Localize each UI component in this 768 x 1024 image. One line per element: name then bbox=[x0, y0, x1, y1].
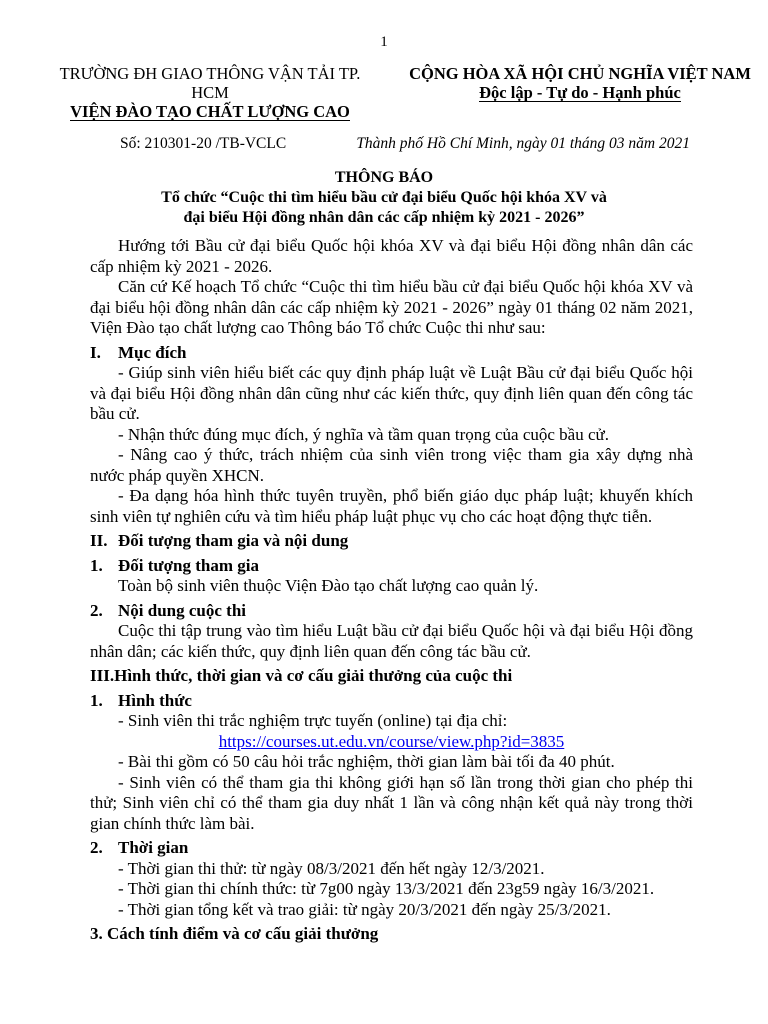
subsection-heading: 1. Hình thức bbox=[90, 690, 192, 710]
institution-header bbox=[50, 64, 370, 121]
list-item: - Sinh viên thi trắc nghiệm trực tuyến (online) tại địa chỉ: bbox=[118, 711, 508, 730]
section-heading: II. Đối tượng tham gia và nội dung bbox=[90, 531, 349, 550]
list-item: - Đa dạng hóa hình thức tuyên truyền, phổ biến giáo dục pháp luật; khuyến khích sinh viên tự nghiên cứu và tìm hiểu pháp luật phục vụ cho các hoạt động thực tiễn. bbox=[90, 486, 693, 526]
list-item: - Thời gian tổng kết và trao giải: từ ngày 20/3/2021 đến ngày 25/3/2021. bbox=[118, 899, 611, 919]
list-item: - Thời gian thi chính thức: từ 7g00 ngày 13/3/2021 đến 23g59 ngày 16/3/2021. bbox=[118, 879, 655, 898]
subsection-heading: 1. Đối tượng tham gia bbox=[90, 555, 259, 575]
subsection-heading: 2. Nội dung cuộc thi bbox=[90, 600, 246, 620]
title-line-3: đại biểu Hội đồng nhân dân các cấp nhiệm kỳ 2021 - 2026” bbox=[183, 209, 585, 226]
list-item: - Thời gian thi thử: từ ngày 08/3/2021 đến hết ngày 12/3/2021. bbox=[118, 858, 545, 878]
page-number: 1 bbox=[380, 34, 388, 50]
list-item: - Bài thi gồm có 50 câu hỏi trắc nghiệm, thời gian làm bài tối đa 40 phút. bbox=[118, 752, 615, 771]
list-item: - Nâng cao ý thức, trách nhiệm của sinh viên trong việc tham gia xây dựng nhà nước pháp quyền XHCN. bbox=[90, 445, 693, 485]
list-item: - Sinh viên có thể tham gia thi không giới hạn số lần trong thời gian cho phép thi thử; Sinh viên chỉ có thể tham gia duy nhất 1 lần và công nhận kết quả này trong thời gian chính thức làm bài. bbox=[90, 772, 693, 833]
document-number: Số: 210301-20 /TB-VCLC bbox=[120, 135, 287, 152]
section-heading: I. Mục đích bbox=[90, 342, 187, 362]
national-header bbox=[405, 64, 755, 102]
title-line-2: Tổ chức “Cuộc thi tìm hiểu bầu cử đại biểu Quốc hội khóa XV và bbox=[161, 189, 607, 206]
title-line-1: THÔNG BÁO bbox=[334, 169, 434, 186]
national-motto: Độc lập - Tự do - Hạnh phúc bbox=[479, 83, 681, 102]
paragraph: Cuộc thi tập trung vào tìm hiểu Luật bầu cử đại biểu Quốc hội và đại biểu Hội đồng nhân dân; các kiến thức, quy định liên quan đến công tác bầu cử. bbox=[90, 621, 693, 661]
paragraph: Toàn bộ sinh viên thuộc Viện Đào tạo chất lượng cao quản lý. bbox=[118, 576, 539, 595]
contest-link[interactable]: https://courses.ut.edu.vn/course/view.php?id=3835 bbox=[218, 731, 565, 751]
list-item: - Nhận thức đúng mục đích, ý nghĩa và tầm quan trọng của cuộc bầu cử. bbox=[118, 424, 609, 444]
list-item: - Giúp sinh viên hiểu biết các quy định pháp luật về Luật Bầu cử đại biểu Quốc hội và đại biểu Hội đồng nhân dân cũng như các kiến thức, quy định liên quan đến công tác bầu cử. bbox=[90, 363, 693, 423]
section-heading: III.Hình thức, thời gian và cơ cấu giải thưởng của cuộc thi bbox=[90, 666, 513, 685]
intro-paragraph: Hướng tới Bầu cử đại biểu Quốc hội khóa XV và đại biểu Hội đồng nhân dân các cấp nhiệm kỳ 2021 - 2026. bbox=[90, 236, 693, 276]
institute-name: VIỆN ĐÀO TẠO CHẤT LƯỢNG CAO bbox=[70, 102, 350, 121]
document-title bbox=[0, 168, 768, 228]
document-body bbox=[90, 236, 693, 945]
subsection-heading: 3. Cách tính điểm và cơ cấu giải thưởng bbox=[90, 924, 379, 943]
university-name: TRƯỜNG ĐH GIAO THÔNG VẬN TẢI TP. HCM bbox=[59, 64, 361, 102]
national-title: CỘNG HÒA XÃ HỘI CHỦ NGHĨA VIỆT NAM bbox=[409, 64, 751, 83]
subsection-heading: 2. Thời gian bbox=[90, 838, 189, 857]
document-date: Thành phố Hồ Chí Minh, ngày 01 tháng 03 năm 2021 bbox=[356, 135, 690, 152]
intro-paragraph: Căn cứ Kế hoạch Tổ chức “Cuộc thi tìm hiểu bầu cử đại biểu Quốc hội khóa XV và đại biểu hội đồng nhân dân các cấp nhiệm kỳ 2021 - 2026” ngày 01 tháng 02 năm 2021, Viện Đào tạo chất lượng cao Thông báo Tổ chức Cuộc thi như sau: bbox=[90, 277, 693, 337]
